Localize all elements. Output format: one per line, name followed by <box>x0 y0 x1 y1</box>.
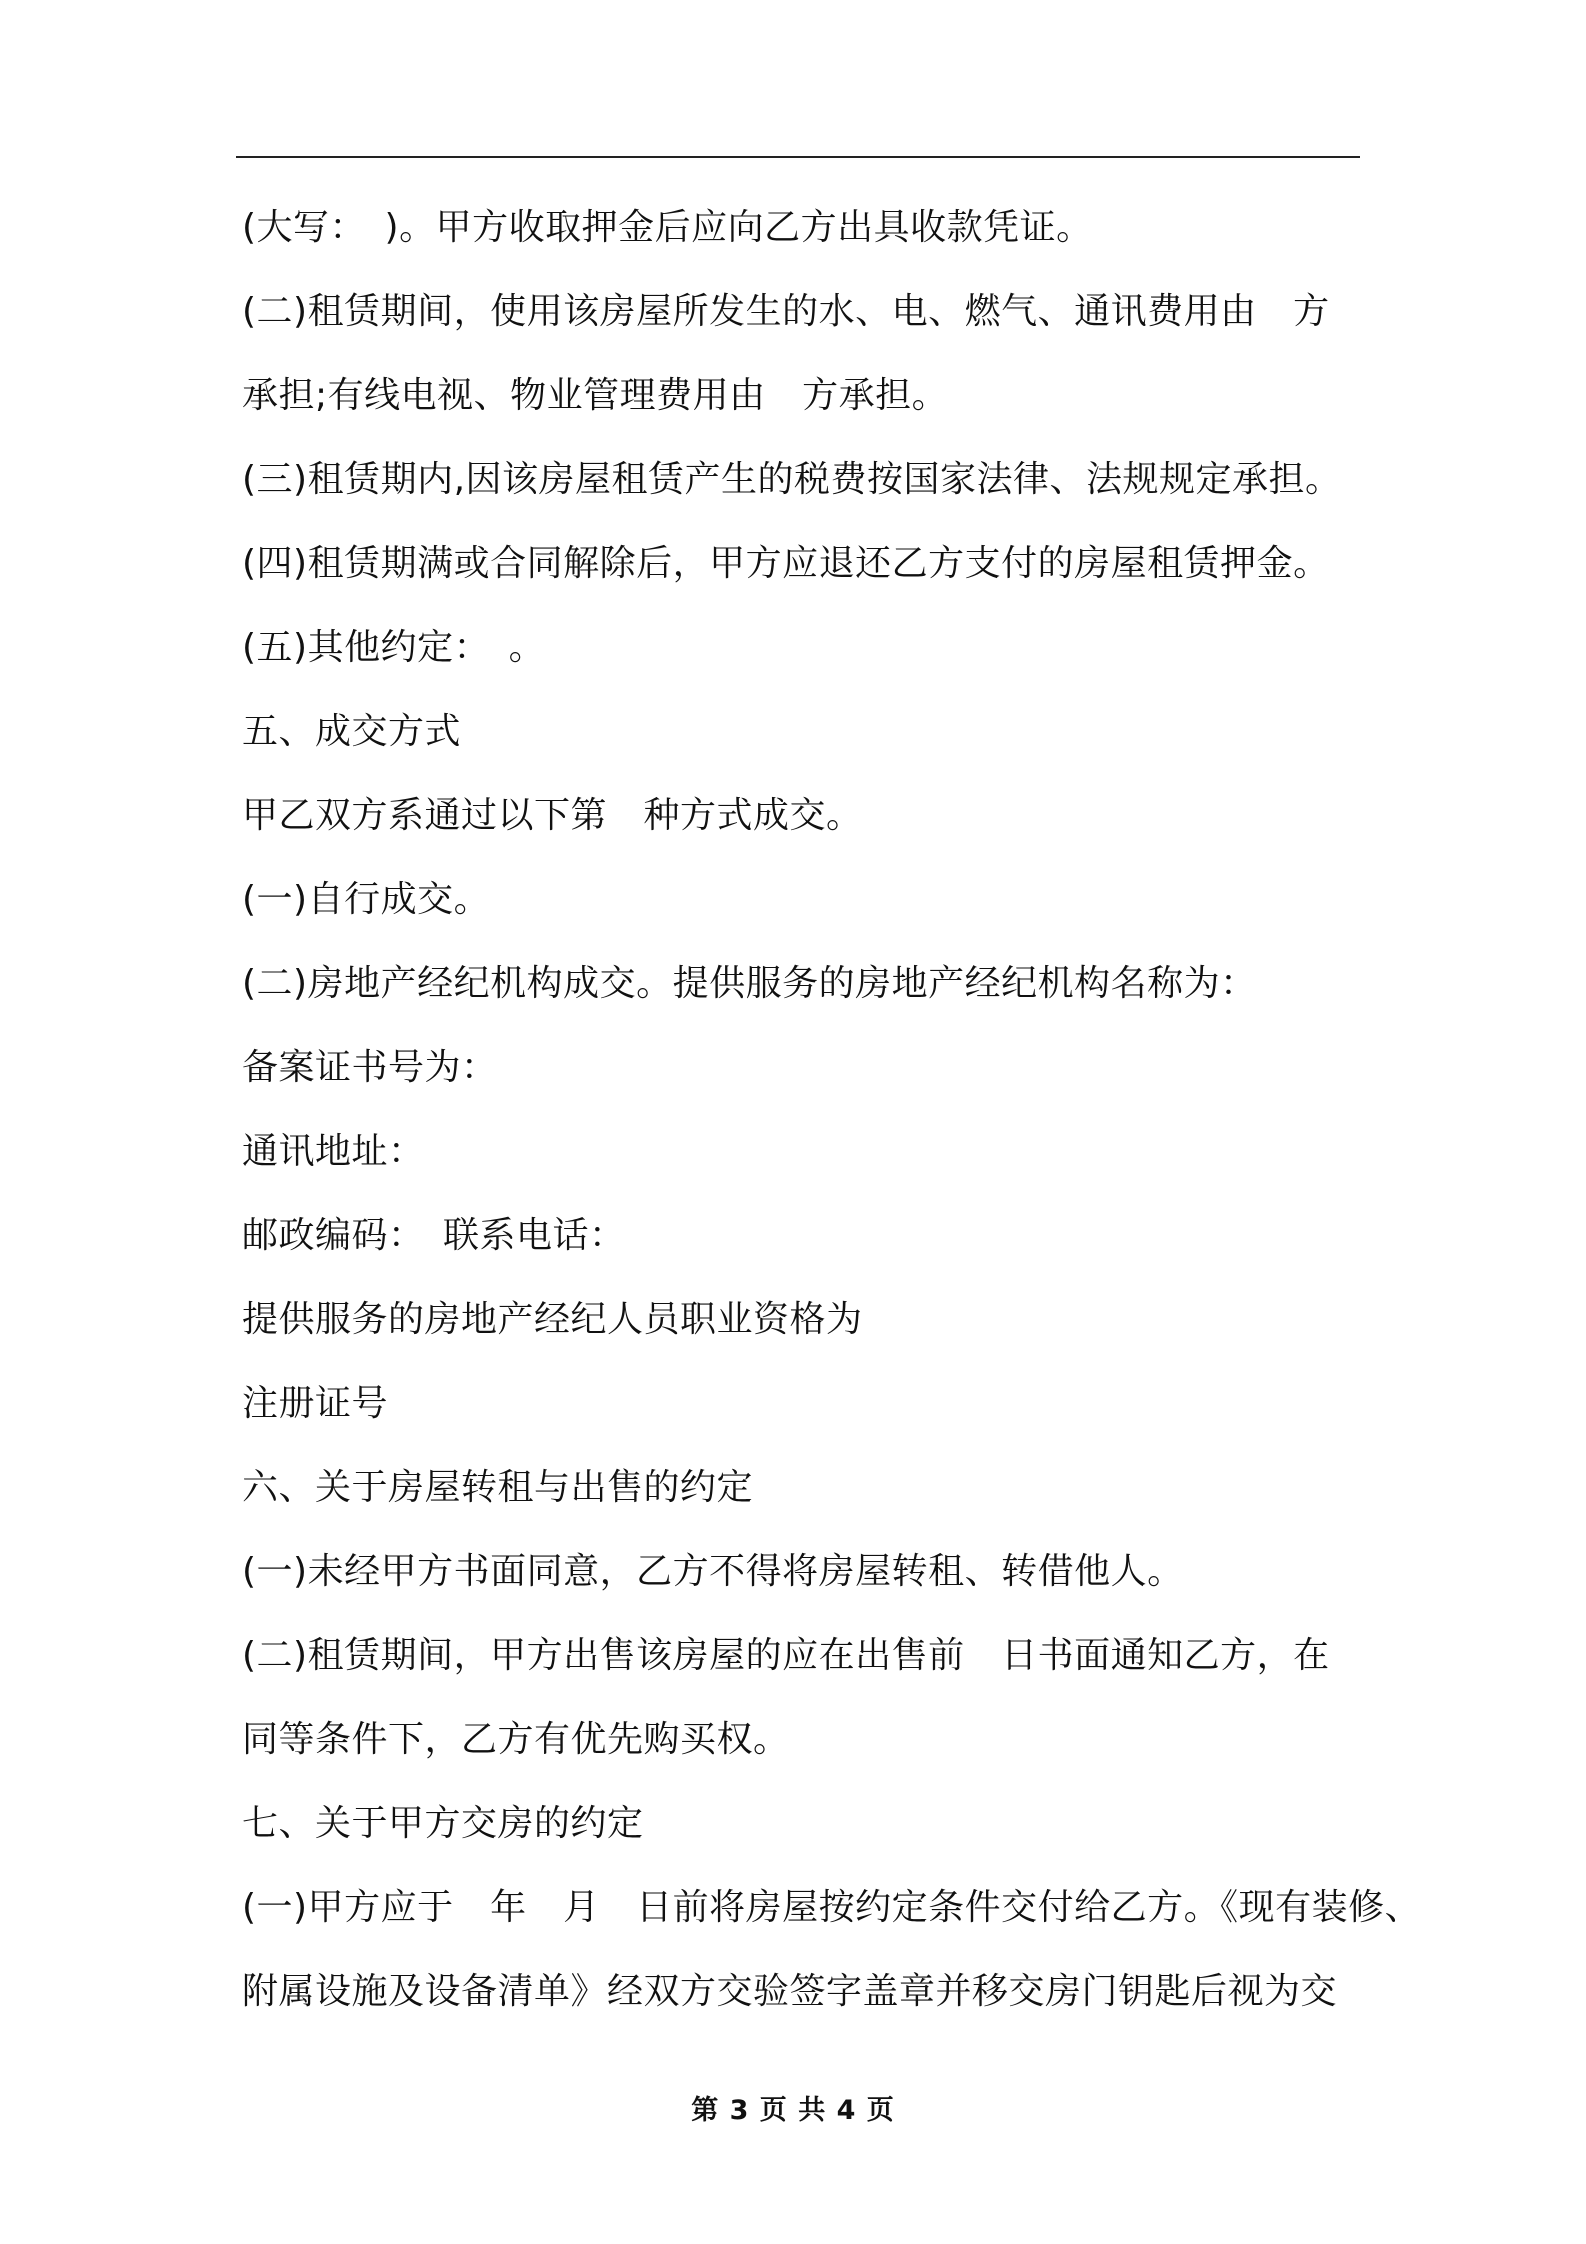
text-line: 备案证书号为： <box>242 1047 498 1088</box>
page-number-footer: 第 3 页 共 4 页 <box>691 2095 895 2126</box>
text-line: (大写： )。甲方收取押金后应向乙方出具收款凭证。 <box>242 207 1093 248</box>
section-heading: 七、关于甲方交房的约定 <box>242 1803 644 1844</box>
text-line: (一)甲方应于 年 月 日前将房屋按约定条件交付给乙方。《现有装修、 <box>242 1887 1422 1928</box>
text-line: (三)租赁期内,因该房屋租赁产生的税费按国家法律、法规规定承担。 <box>242 459 1342 500</box>
text-line: 甲乙双方系通过以下第 种方式成交。 <box>242 795 863 836</box>
text-line: (二)租赁期间，使用该房屋所发生的水、电、燃气、通讯费用由 方 <box>242 291 1330 332</box>
text-line: 邮政编码： 联系电话： <box>242 1215 626 1256</box>
text-line: (一)未经甲方书面同意，乙方不得将房屋转租、转借他人。 <box>242 1551 1184 1592</box>
header-divider <box>236 156 1360 158</box>
text-line: 注册证号 <box>242 1383 389 1424</box>
text-line: (二)租赁期间，甲方出售该房屋的应在出售前 日书面通知乙方，在 <box>242 1635 1330 1676</box>
section-heading: 五、成交方式 <box>242 711 462 752</box>
text-line: (二)房地产经纪机构成交。提供服务的房地产经纪机构名称为： <box>242 963 1257 1004</box>
text-line: (五)其他约定： 。 <box>242 627 546 668</box>
document-body <box>242 196 1422 2044</box>
text-line: 同等条件下，乙方有优先购买权。 <box>242 1719 790 1760</box>
text-line: 提供服务的房地产经纪人员职业资格为 <box>242 1299 863 1340</box>
text-line: (一)自行成交。 <box>242 879 491 920</box>
text-line: 通讯地址： <box>242 1131 425 1172</box>
text-line: 承担;有线电视、物业管理费用由 方承担。 <box>242 375 949 416</box>
text-line: 附属设施及设备清单》经双方交验签字盖章并移交房门钥匙后视为交 <box>242 1971 1338 2012</box>
section-heading: 六、关于房屋转租与出售的约定 <box>242 1467 754 1508</box>
text-line: (四)租赁期满或合同解除后，甲方应退还乙方支付的房屋租赁押金。 <box>242 543 1330 584</box>
